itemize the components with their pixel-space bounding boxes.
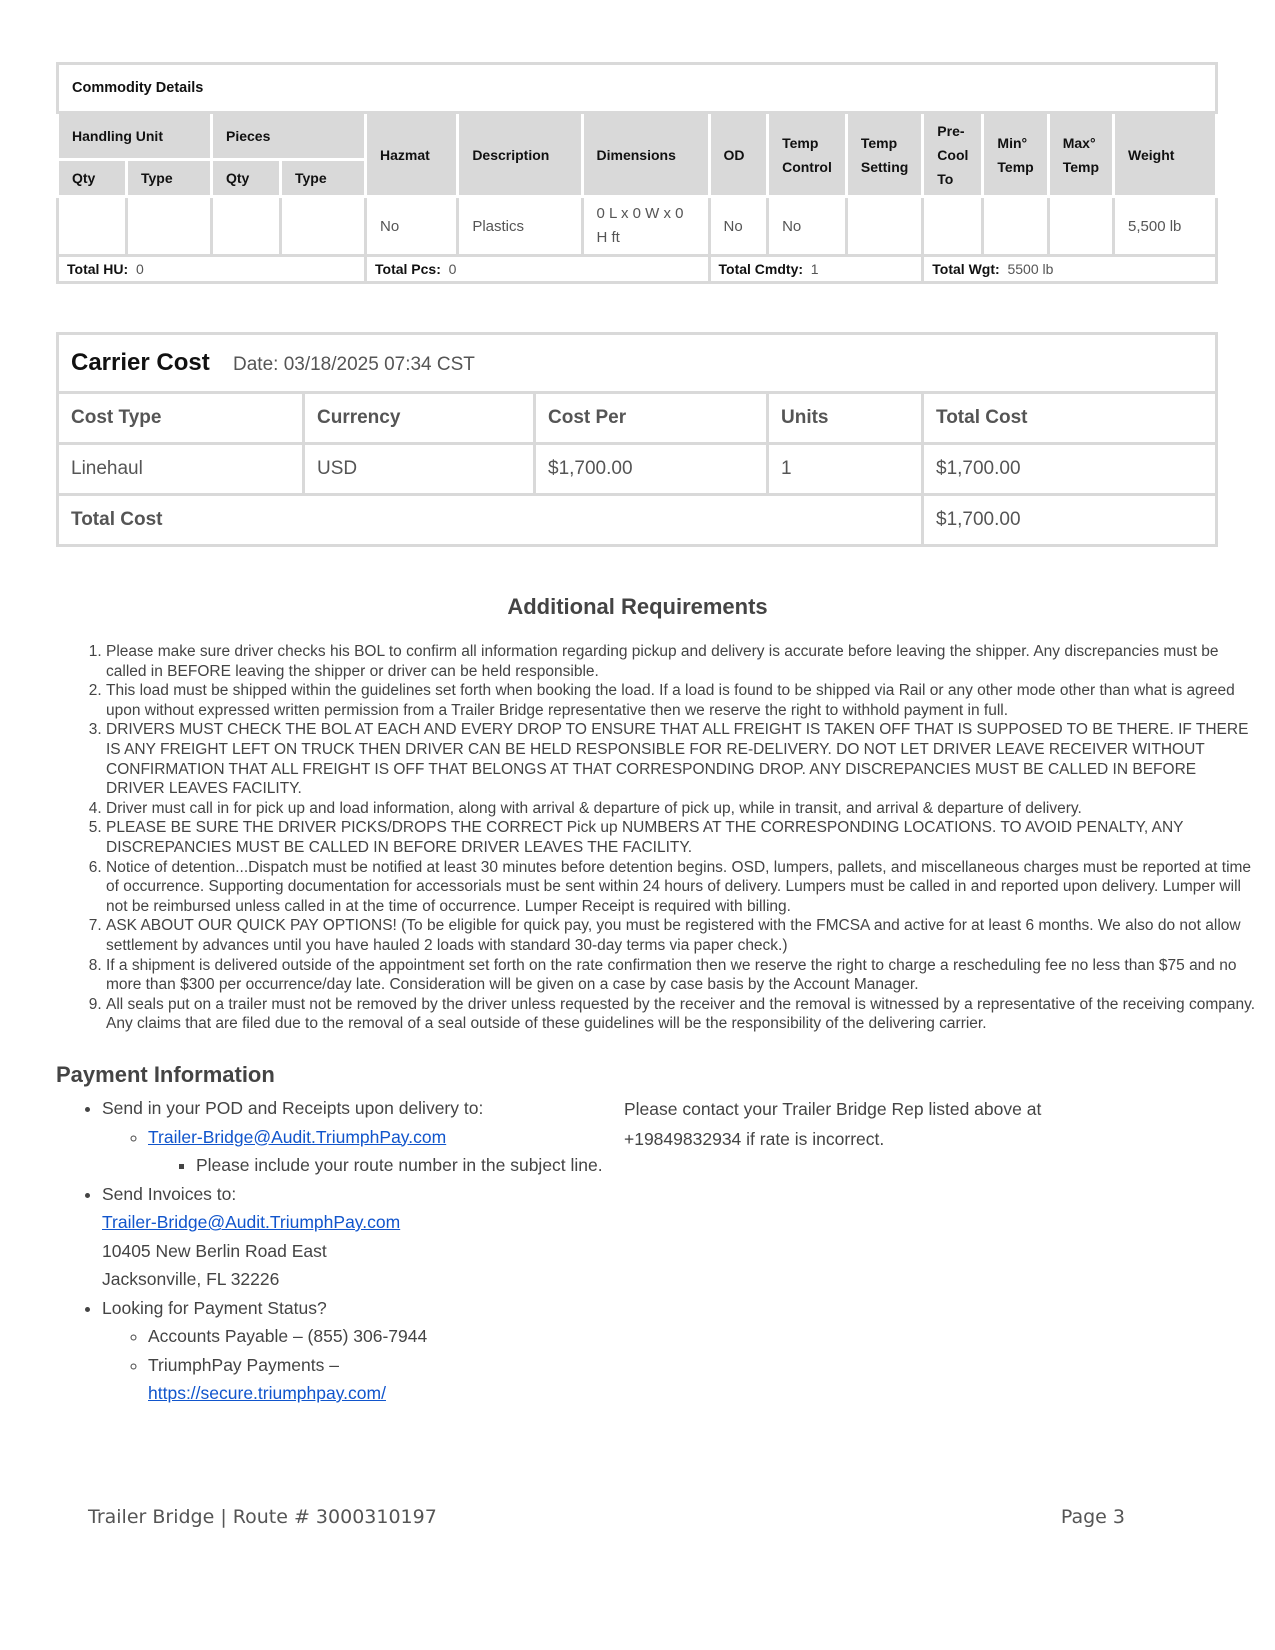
col-hu-qty: Qty xyxy=(58,160,127,197)
col-handling-unit: Handling Unit xyxy=(58,113,212,160)
invoice-text: Send Invoices to: xyxy=(102,1183,237,1204)
carrier-cost-section xyxy=(56,332,1218,547)
col-temp-control: Temp Control xyxy=(768,113,847,197)
payment-instructions xyxy=(56,1094,616,1408)
col-weight: Weight xyxy=(1114,113,1217,197)
cell-temp-setting xyxy=(846,197,922,256)
col-units: Units xyxy=(768,393,923,444)
carrier-cost-table xyxy=(56,332,1218,547)
col-temp-setting: Temp Setting xyxy=(846,113,922,197)
pod-note: ▪ Please include your route number in the subject line. xyxy=(196,1151,616,1180)
list-item: 4. Driver must call in for pick up and load information, along with arrival & departure of pick up, while in transit, and arrival & departure of delivery. xyxy=(106,799,1256,819)
col-pcs-qty: Qty xyxy=(212,160,281,197)
list-item xyxy=(148,1123,616,1180)
total-hu-label: Total HU: xyxy=(67,261,129,277)
col-max-temp: Max° Temp xyxy=(1048,113,1113,197)
contact-rep-note: Please contact your Trailer Bridge Rep listed above at +19849832934 if rate is incorrect. xyxy=(624,1099,1042,1149)
list-item: 9. All seals put on a trailer must not be removed by the driver unless requested by the receiver and the removal is witnessed by a representative of the receiving company. Any claims that are filed due to the removal of a seal outside of these guidelines will be the responsibility of the delivering carrier. xyxy=(106,995,1256,1034)
cell-cost-per: $1,700.00 xyxy=(535,444,768,495)
commodity-title: Commodity Details xyxy=(58,64,1217,113)
cell-hazmat: No xyxy=(366,197,458,256)
col-pieces: Pieces xyxy=(212,113,366,160)
cell-hu-type xyxy=(127,197,212,256)
col-pcs-type: Type xyxy=(281,160,366,197)
accounts-payable: ◦ Accounts Payable – (855) 306-7944 xyxy=(148,1322,616,1351)
col-hazmat: Hazmat xyxy=(366,113,458,197)
triumphpay-text: TriumphPay Payments – xyxy=(148,1354,339,1375)
footer-page-number: Page 3 xyxy=(1060,1506,1125,1528)
payment-list xyxy=(56,1094,616,1408)
payment-information-title: Payment Information xyxy=(56,1062,275,1087)
cell-total-cost: $1,700.00 xyxy=(923,444,1217,495)
status-text: Looking for Payment Status? xyxy=(102,1297,327,1318)
col-total-cost: Total Cost xyxy=(923,393,1217,444)
list-item: 1. Please make sure driver checks his BOL to confirm all information regarding pickup and delivery is accurate before leaving the shipper. Any discrepancies must be called in BEFORE leaving the shipper or driver can be held responsible. xyxy=(106,642,1256,681)
pod-email-link[interactable]: Trailer-Bridge@Audit.TriumphPay.com xyxy=(148,1126,447,1147)
carrier-cost-header xyxy=(58,334,1217,393)
col-dimensions: Dimensions xyxy=(582,113,709,197)
cell-units: 1 xyxy=(768,444,923,495)
cell-hu-qty xyxy=(58,197,127,256)
additional-requirements-list xyxy=(68,642,1256,1034)
cell-weight: 5,500 lb xyxy=(1114,197,1217,256)
list-item: 7. ASK ABOUT OUR QUICK PAY OPTIONS! (To be eligible for quick pay, you must be registered with the FMCSA and active for at least 6 months. We also do not allow settlement by advances until you have hauled 2 loads with standard 30-day terms via paper check.) xyxy=(106,916,1256,955)
list-item: 6. Notice of detention...Dispatch must be notified at least 30 minutes before detention begins. OSD, lumpers, pallets, and miscellaneous charges must be reported at time of occurrence. Supporting documentation for accessorials must be sent within 24 hours of delivery. Lumpers must be called in and reported upon delivery. Lumper will not be reimbursed unless called in at the time of occurrence. Lumper Receipt is required with billing. xyxy=(106,858,1256,917)
carrier-cost-total-row xyxy=(58,495,1217,546)
address-line1: 10405 New Berlin Road East xyxy=(102,1240,327,1261)
table-row xyxy=(58,444,1217,495)
cell-currency: USD xyxy=(304,444,535,495)
address-line2: Jacksonville, FL 32226 xyxy=(102,1269,280,1289)
pod-sublist xyxy=(102,1123,616,1180)
col-od: OD xyxy=(709,113,768,197)
cell-pre-cool xyxy=(923,197,983,256)
total-pcs-label: Total Pcs: xyxy=(375,261,441,277)
cell-dimensions: 0 L x 0 W x 0 H ft xyxy=(582,197,709,256)
list-item: 8. If a shipment is delivered outside of the appointment set forth on the rate confirmation then we reserve the right to charge a rescheduling fee no less than $75 and no more than $300 per occurrence/day late. Consideration will be given on a case by case basis by the Account Manager. xyxy=(106,956,1256,995)
col-cost-type: Cost Type xyxy=(58,393,304,444)
cell-pcs-type xyxy=(281,197,366,256)
total-hu-value: 0 xyxy=(135,261,144,277)
carrier-cost-date: Date: 03/18/2025 07:34 CST xyxy=(233,354,475,375)
pod-text: Send in your POD and Receipts upon delivery to: xyxy=(102,1098,484,1118)
total-cmdty-value: 1 xyxy=(810,261,819,277)
list-item: 2. This load must be shipped within the guidelines set forth when booking the load. If a load is found to be shipped via Rail or any other mode other than what is agreed upon without expressed written permission from a Trailer Bridge representative then we reserve the right to withhold payment in full. xyxy=(106,681,1256,720)
total-cost-label: Total Cost xyxy=(58,495,923,546)
status-sublist xyxy=(102,1322,616,1408)
cell-max-temp xyxy=(1048,197,1113,256)
cell-description: Plastics xyxy=(458,197,582,256)
list-item: 3. DRIVERS MUST CHECK THE BOL AT EACH AND EVERY DROP TO ENSURE THAT ALL FREIGHT IS TAKEN OFF THAT IS SUPPOSED TO BE THERE. IF THERE IS ANY FREIGHT LEFT ON TRUCK THEN DRIVER CAN BE HELD RESPONSIBLE FOR RE-DELIVERY. DO NOT LET DRIVER LEAVE RECEIVER WITHOUT CONFIRMATION THAT ALL FREIGHT IS OFF THAT BELONGS AT THAT CORRESPONDING DROP. ANY DISCREPANCIES MUST BE CALLED IN BEFORE DRIVER LEAVES FACILITY. xyxy=(106,720,1256,798)
list-item xyxy=(102,1294,616,1408)
total-cost-value: $1,700.00 xyxy=(923,495,1217,546)
cell-od: No xyxy=(709,197,768,256)
total-wgt-label: Total Wgt: xyxy=(932,261,1000,277)
total-pcs-value: 0 xyxy=(448,261,457,277)
cell-cost-type: Linehaul xyxy=(58,444,304,495)
pod-note-sublist xyxy=(148,1151,616,1180)
commodity-table xyxy=(56,62,1218,284)
carrier-cost-columns xyxy=(58,393,1217,444)
commodity-row xyxy=(58,197,1217,256)
list-item xyxy=(148,1351,616,1408)
col-currency: Currency xyxy=(304,393,535,444)
total-cmdty xyxy=(709,256,923,283)
cell-min-temp xyxy=(983,197,1048,256)
additional-requirements-title: Additional Requirements xyxy=(507,594,768,619)
total-wgt xyxy=(923,256,1217,283)
total-cmdty-label: Total Cmdty: xyxy=(718,261,804,277)
col-description: Description xyxy=(458,113,582,197)
commodity-details-section xyxy=(56,62,1218,284)
col-min-temp: Min° Temp xyxy=(983,113,1048,197)
invoice-email-link[interactable]: Trailer-Bridge@Audit.TriumphPay.com xyxy=(102,1212,401,1232)
footer-route: Trailer Bridge | Route # 3000310197 xyxy=(88,1506,437,1528)
col-hu-type: Type xyxy=(127,160,212,197)
list-item xyxy=(102,1094,616,1180)
carrier-cost-title: Carrier Cost xyxy=(71,349,210,376)
list-item: 5. PLEASE BE SURE THE DRIVER PICKS/DROPS THE CORRECT Pick up NUMBERS AT THE CORRESPONDING LOCATIONS. TO AVOID PENALTY, ANY DISCREPANCIES MUST BE CALLED IN BEFORE DRIVER LEAVES THE FACILITY. xyxy=(106,818,1256,857)
col-pre-cool: Pre-Cool To xyxy=(923,113,983,197)
col-cost-per: Cost Per xyxy=(535,393,768,444)
cell-temp-control: No xyxy=(768,197,847,256)
triumphpay-link[interactable]: https://secure.triumphpay.com/ xyxy=(148,1383,386,1403)
total-pcs xyxy=(366,256,710,283)
list-item xyxy=(102,1180,616,1294)
total-hu xyxy=(58,256,366,283)
commodity-totals-row xyxy=(58,256,1217,283)
total-wgt-value: 5500 lb xyxy=(1007,261,1054,277)
cell-pcs-qty xyxy=(212,197,281,256)
